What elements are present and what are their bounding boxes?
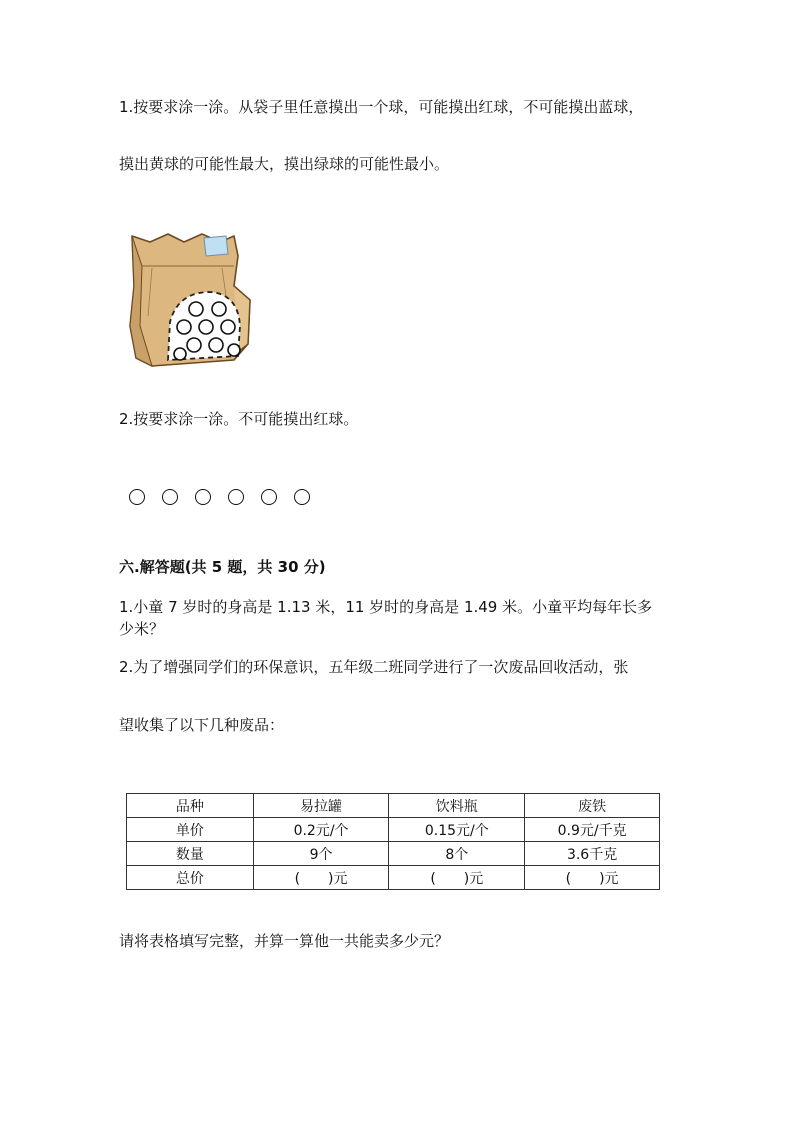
- table-cell: 废铁: [525, 794, 660, 818]
- table-cell: 总价: [127, 866, 254, 890]
- problem-2-line-1: 2.为了增强同学们的环保意识，五年级二班同学进行了一次废品回收活动，张: [119, 658, 629, 676]
- table-cell: 0.2元/个: [253, 818, 389, 842]
- ball-icon: [209, 338, 223, 352]
- ball-icon: [221, 320, 235, 334]
- q1-line-1: 1.按要求涂一涂。从袋子里任意摸出一个球，可能摸出红球，不可能摸出蓝球，: [119, 98, 644, 116]
- table-cell: 易拉罐: [253, 794, 389, 818]
- answer-blank-cell[interactable]: ( )元: [389, 866, 525, 890]
- ball-icon: [187, 338, 201, 352]
- ball-icon: [212, 302, 226, 316]
- q2-text: 2.按要求涂一涂。不可能摸出红球。: [119, 410, 359, 428]
- ball-icon: [174, 348, 186, 360]
- answer-blank-cell[interactable]: ( )元: [253, 866, 389, 890]
- table-cell: 0.9元/千克: [525, 818, 660, 842]
- ball-icon: [228, 344, 240, 356]
- table-row: [127, 842, 660, 866]
- ball-circle-4[interactable]: [228, 489, 244, 505]
- table-cell: 0.15元/个: [389, 818, 525, 842]
- table-cell: 9个: [253, 842, 389, 866]
- q1-line-2: 摸出黄球的可能性最大，摸出绿球的可能性最小。: [119, 155, 450, 173]
- section-heading: 六.解答题(共 5 题，共 30 分): [119, 558, 326, 576]
- answer-blank-cell[interactable]: ( )元: [525, 866, 660, 890]
- table-cell: 品种: [127, 794, 254, 818]
- ball-circle-1[interactable]: [129, 489, 145, 505]
- problem-1-line-2: 少米？: [119, 620, 165, 638]
- table-cell: 8个: [389, 842, 525, 866]
- problem-2-question: 请将表格填写完整，并算一算他一共能卖多少元？: [119, 932, 450, 950]
- ball-circle-3[interactable]: [195, 489, 211, 505]
- table-cell: 数量: [127, 842, 254, 866]
- ball-circle-2[interactable]: [162, 489, 178, 505]
- problem-1-line-1: 1.小童 7 岁时的身高是 1.13 米，11 岁时的身高是 1.49 米。小童平均每年长多: [119, 598, 653, 616]
- table-cell: 饮料瓶: [389, 794, 525, 818]
- ball-circle-5[interactable]: [261, 489, 277, 505]
- problem-2-line-2: 望收集了以下几种废品：: [119, 716, 285, 734]
- ball-icon: [177, 320, 191, 334]
- table-cell: 3.6千克: [525, 842, 660, 866]
- table-row: [127, 794, 660, 818]
- table-row: [127, 866, 660, 890]
- waste-table: [126, 793, 660, 890]
- ball-icon: [189, 302, 203, 316]
- ball-circle-6[interactable]: [294, 489, 310, 505]
- table-row: [127, 818, 660, 842]
- table-cell: 单价: [127, 818, 254, 842]
- ball-icon: [199, 320, 213, 334]
- paper-bag-image: [122, 226, 258, 370]
